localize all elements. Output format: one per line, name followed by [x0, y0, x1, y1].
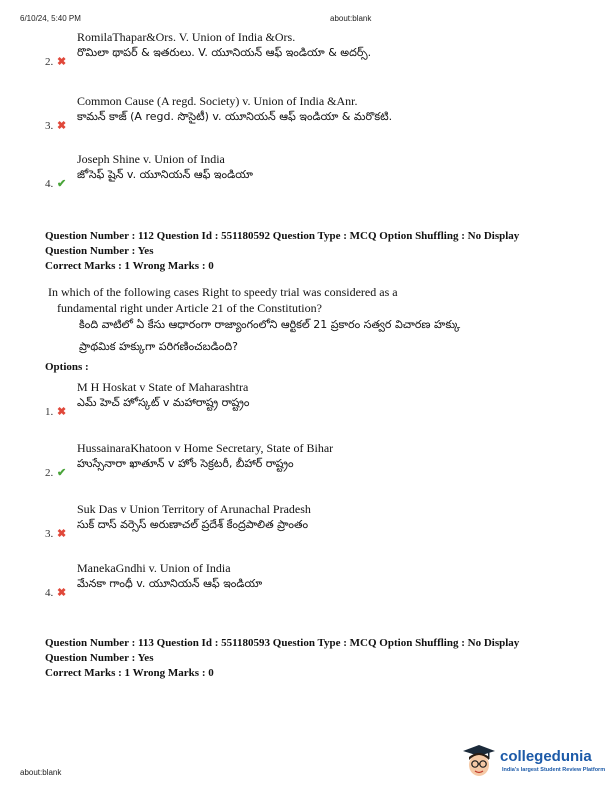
option-text-english: Common Cause (A regd. Society) v. Union of India &Anr.	[77, 94, 358, 108]
question-meta-display: Question Number : Yes	[45, 652, 154, 664]
question-text-telugu: కింది వాటిలో ఏ కేసు ఆధారంగా రాజ్యాంగంలోని ఆర్టికల్ 21 ప్రకారం సత్వర విచారణ హక్కు	[79, 318, 461, 331]
logo-brand-text: collegedunia	[500, 748, 592, 765]
print-url: about:blank	[330, 14, 372, 23]
wrong-cross-icon: ✖	[57, 56, 67, 68]
question-marks: Correct Marks : 1 Wrong Marks : 0	[45, 667, 214, 679]
option-text-telugu: హుస్సేనారా ఖాతూన్ v హోం సెక్రటరీ, బీహార్ రాష్ట్రం	[77, 457, 294, 470]
wrong-cross-icon: ✖	[57, 528, 67, 540]
option-number: 2.	[45, 467, 54, 479]
correct-check-icon: ✔	[57, 467, 67, 479]
logo-tagline: India's largest Student Review Platform	[502, 767, 606, 773]
option-row	[45, 94, 585, 138]
option-text-telugu: రొమిలా థాపర్ & ఇతరులు. V. యూనియన్ ఆఫ్ ఇండియా & అదర్స్.	[77, 46, 372, 59]
option-text-telugu: సుక్ దాస్ వర్సెస్ అరుణాచల్ ప్రదేశ్ కేంద్రపాలిత ప్రాంతం	[77, 518, 309, 531]
option-number: 4.	[45, 178, 54, 190]
option-row	[45, 30, 585, 74]
option-row	[45, 561, 585, 605]
option-text-english: Joseph Shine v. Union of India	[77, 152, 225, 166]
option-row	[45, 441, 585, 485]
option-text-english: RomilaThapar&Ors. V. Union of India &Ors.	[77, 30, 296, 44]
question-text-english: In which of the following cases Right to speedy trial was considered as a	[48, 285, 398, 299]
correct-check-icon: ✔	[57, 178, 67, 190]
question-marks: Correct Marks : 1 Wrong Marks : 0	[45, 260, 214, 272]
option-text-telugu: ఎమ్ హెచ్ హోస్కట్ v మహారాష్ట్ర రాష్ట్రం	[77, 396, 250, 409]
option-row	[45, 380, 585, 424]
question-text-telugu-cont: ప్రాథమిక హక్కుగా పరిగణించబడింది?	[79, 340, 238, 353]
option-number: 2.	[45, 56, 54, 68]
question-meta: Question Number : 113 Question Id : 551180593 Question Type : MCQ Option Shuffling : No Display	[45, 637, 520, 649]
option-number: 3.	[45, 528, 54, 540]
option-number: 3.	[45, 120, 54, 132]
wrong-cross-icon: ✖	[57, 120, 67, 132]
option-text-english: ManekaGndhi v. Union of India	[77, 561, 231, 575]
question-meta-display: Question Number : Yes	[45, 245, 154, 257]
student-face-icon	[462, 744, 496, 778]
option-text-telugu: జోసెఫ్ షైన్ v. యూనియన్ ఆఫ్ ఇండియా	[77, 168, 253, 181]
option-row	[45, 502, 585, 546]
option-text-english: M H Hoskat v State of Maharashtra	[77, 380, 249, 394]
print-datetime: 6/10/24, 5:40 PM	[20, 14, 81, 23]
option-text-telugu: కామన్ కాజ్ (A regd. సొసైటీ) v. యూనియన్ ఆఫ్ ఇండియా & మరొకటి.	[77, 110, 393, 123]
footer-url: about:blank	[20, 768, 62, 777]
question-text-english-cont: fundamental right under Article 21 of the Constitution?	[57, 301, 322, 315]
option-text-telugu: మేనకా గాంధీ v. యూనియన్ ఆఫ్ ఇండియా	[77, 577, 263, 590]
option-number: 1.	[45, 406, 54, 418]
collegedunia-logo	[462, 742, 612, 782]
option-text-english: Suk Das v Union Territory of Arunachal Pradesh	[77, 502, 311, 516]
option-row	[45, 152, 585, 196]
options-label: Options :	[45, 361, 89, 373]
wrong-cross-icon: ✖	[57, 587, 67, 599]
option-text-english: HussainaraKhatoon v Home Secretary, State of Bihar	[77, 441, 334, 455]
option-number: 4.	[45, 587, 54, 599]
wrong-cross-icon: ✖	[57, 406, 67, 418]
question-meta: Question Number : 112 Question Id : 551180592 Question Type : MCQ Option Shuffling : No Display	[45, 230, 520, 242]
